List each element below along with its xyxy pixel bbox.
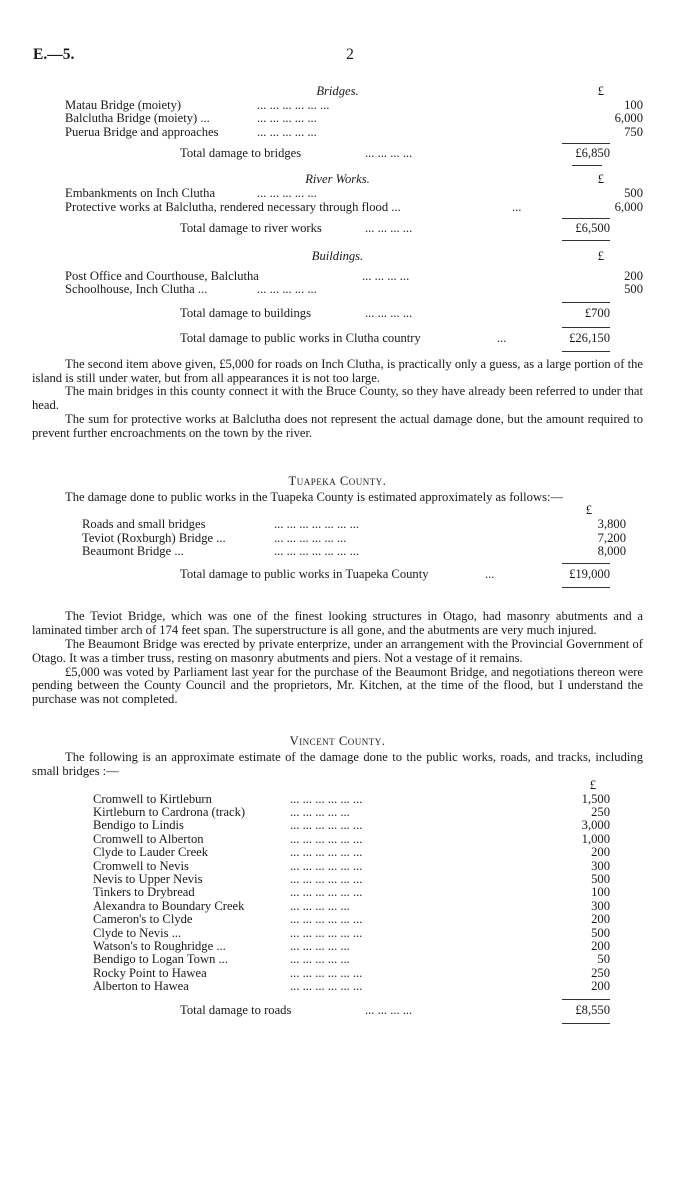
row-leader: ... ... ... ... ... — [290, 898, 350, 913]
total-row — [65, 147, 610, 163]
total-label: Total damage to roads — [180, 1002, 292, 1017]
tuapeka-notes — [32, 610, 643, 707]
paragraph: The second item above given, £5,000 for roads on Inch Clutha, is practically only a guess, as a large portion of the island is still under water, but from all appearances it is not too large. — [32, 356, 643, 385]
row-amount: 300 — [591, 898, 610, 913]
total-label: Total damage to bridges — [180, 146, 302, 161]
row-label: Nevis to Upper Nevis — [93, 872, 203, 886]
total-amount: £700 — [584, 305, 610, 320]
row-amount: 100 — [624, 98, 643, 112]
grand-total-label: Total damage to public works in Clutha country — [180, 330, 421, 345]
row-label: Cameron's to Clyde — [93, 912, 193, 927]
paragraph: The Teviot Bridge, which was one of the finest looking structures in Otago, had masonry abutments and a laminated timber arch of 174 feet span. The superstructure is all gone, and the abutments are very much injured. — [32, 609, 643, 638]
row-amount: 6,000 — [614, 111, 643, 126]
table-row — [65, 927, 610, 940]
table-row — [49, 544, 626, 559]
row-label: Roads and small bridges — [82, 517, 206, 532]
row-leader: ... ... ... ... ... ... — [290, 872, 363, 886]
row-label: Teviot (Roxburgh) Bridge ... — [82, 530, 226, 545]
row-label: Cromwell to Kirtleburn — [93, 791, 212, 806]
table-row — [65, 913, 610, 926]
row-label: Beaumont Bridge ... — [82, 544, 184, 559]
row-leader: ... ... ... ... ... ... — [290, 912, 363, 927]
row-leader: ... ... ... ... ... — [257, 282, 317, 297]
total-amount: £19,000 — [569, 567, 610, 582]
row-label: Protective works at Balclutha, rendered necessary through flood ... — [65, 199, 401, 214]
row-leader: ... ... ... ... ... ... — [290, 831, 363, 846]
row-leader: ... ... ... ... — [365, 1002, 413, 1017]
table-row — [65, 846, 610, 859]
buildings-section — [65, 248, 643, 358]
table-row — [32, 98, 643, 112]
row-amount: 500 — [591, 925, 610, 940]
table-row — [65, 900, 610, 913]
row-leader: ... ... ... ... ... ... ... — [274, 517, 360, 532]
table-row — [65, 940, 610, 953]
row-amount: 6,000 — [614, 199, 643, 214]
section-title-bridges: Bridges. — [316, 84, 359, 98]
currency-symbol: £ — [597, 84, 604, 98]
table-row — [32, 111, 643, 126]
section-title-river-works: River Works. — [305, 172, 370, 187]
page-number: 2 — [346, 46, 354, 63]
row-leader: ... ... ... ... ... — [290, 805, 350, 820]
row-leader: ... ... ... ... ... — [290, 938, 350, 953]
total-row — [65, 307, 610, 323]
table-row — [65, 860, 610, 873]
row-amount: 8,000 — [597, 544, 626, 559]
row-label: Watson's to Roughridge ... — [93, 938, 226, 953]
total-label: Total damage to public works in Tuapeka County — [180, 567, 429, 582]
section-title-vincent: Vincent County. — [289, 734, 386, 749]
table-row — [65, 953, 610, 966]
row-amount: 200 — [591, 845, 610, 860]
table-row — [65, 793, 610, 806]
row-label: Cromwell to Nevis — [93, 858, 189, 873]
row-label: Puerua Bridge and approaches — [65, 124, 219, 139]
table-row — [49, 517, 626, 532]
row-amount: 1,000 — [581, 831, 610, 846]
row-amount: 500 — [624, 282, 643, 297]
total-row — [65, 568, 610, 584]
row-label: Kirtleburn to Cardrona (track) — [93, 805, 246, 820]
total-amount: £6,850 — [575, 146, 610, 161]
table-row — [65, 806, 610, 819]
table-row — [32, 124, 643, 139]
total-row — [65, 1004, 610, 1020]
row-leader: ... ... ... ... — [365, 305, 413, 320]
row-label: Alberton to Hawea — [93, 979, 189, 994]
row-amount: 1,500 — [581, 791, 610, 806]
page-header — [0, 48, 700, 70]
row-amount: 200 — [591, 912, 610, 927]
row-amount: 200 — [624, 268, 643, 283]
paragraph: £5,000 was voted by Parliament last year for the purchase of the Beaumont Bridge, and negotiations thereon were pending between the County Council and the proprietors, Mr. Kitchen, at the time of the flood, but I understand the purchase was not completed. — [32, 664, 643, 707]
table-row — [65, 873, 610, 886]
section-title-tuapeka: Tuapeka County. — [288, 473, 387, 488]
row-label: Balclutha Bridge (moiety) ... — [65, 111, 210, 126]
table-row — [32, 186, 643, 201]
table-row — [32, 199, 643, 214]
paragraph: The sum for protective works at Balclutha does not represent the actual damage done, but the amount required to prevent further encroachments on the town by the river. — [32, 411, 643, 440]
row-label: Tinkers to Drybread — [93, 885, 195, 900]
table-row — [32, 268, 643, 283]
total-amount: £8,550 — [575, 1002, 610, 1017]
bridges-section — [65, 84, 643, 173]
row-label: Clyde to Nevis ... — [93, 925, 182, 940]
row-leader: ... ... ... ... — [365, 146, 413, 161]
row-leader: ... — [497, 330, 507, 345]
row-leader: ... ... ... ... ... — [257, 111, 317, 126]
currency-symbol: £ — [597, 248, 604, 263]
tuapeka-section — [65, 473, 626, 611]
row-amount: 300 — [591, 858, 610, 873]
total-amount: £6,500 — [575, 220, 610, 235]
row-amount: 100 — [591, 885, 610, 900]
row-label: Matau Bridge (moiety) — [65, 98, 182, 112]
row-leader: ... ... ... ... ... ... — [290, 858, 363, 873]
row-leader: ... ... ... ... ... — [257, 186, 317, 201]
document-code: E.—5. — [33, 46, 75, 63]
row-label: Rocky Point to Hawea — [93, 965, 207, 980]
row-label: Post Office and Courthouse, Balclutha — [65, 268, 259, 283]
vincent-section — [32, 734, 643, 1027]
paragraph: The main bridges in this county connect it with the Bruce County, so they have already been referred to under that head. — [32, 384, 643, 413]
row-leader: ... ... ... ... ... ... — [290, 818, 363, 833]
river-works-section — [65, 172, 643, 250]
section-intro: The following is an approximate estimate of the damage done to the public works, roads, and tracks, including small bridges :— — [32, 750, 643, 778]
row-leader: ... ... ... ... ... ... — [290, 979, 363, 994]
row-label: Schoolhouse, Inch Clutha ... — [65, 282, 208, 297]
table-row — [65, 967, 610, 980]
row-amount: 250 — [591, 965, 610, 980]
row-leader: ... ... ... ... ... ... — [274, 530, 347, 545]
row-leader: ... ... ... ... ... ... — [290, 885, 363, 900]
section-title-buildings: Buildings. — [311, 248, 364, 263]
row-amount: 250 — [591, 805, 610, 820]
row-label: Bendigo to Lindis — [93, 818, 184, 833]
row-amount: 750 — [624, 124, 643, 139]
row-leader: ... ... ... ... ... — [257, 124, 317, 139]
row-leader: ... ... ... ... ... ... — [290, 965, 363, 980]
table-row — [65, 833, 610, 846]
row-leader: ... ... ... ... ... ... — [257, 98, 330, 112]
total-row — [65, 222, 610, 238]
row-leader: ... ... ... ... ... ... ... — [274, 544, 360, 559]
row-leader: ... ... ... ... ... ... — [290, 845, 363, 860]
table-row — [65, 819, 610, 832]
row-amount: 200 — [591, 938, 610, 953]
currency-symbol: £ — [585, 503, 592, 518]
row-amount: 500 — [591, 872, 610, 886]
table-row — [32, 282, 643, 297]
total-label: Total damage to river works — [180, 220, 322, 235]
section-intro: The damage done to public works in the Tuapeka County is estimated approximately as follows:— — [65, 489, 564, 504]
clutha-notes — [32, 358, 643, 441]
row-label: Cromwell to Alberton — [93, 831, 204, 846]
table-row — [65, 980, 610, 993]
currency-symbol: £ — [589, 777, 596, 792]
row-leader: ... ... ... ... ... ... — [290, 791, 363, 806]
table-row — [49, 530, 626, 545]
row-amount: 200 — [591, 979, 610, 994]
row-leader: ... ... ... ... — [365, 220, 413, 235]
total-label: Total damage to buildings — [180, 305, 311, 320]
grand-total-amount: £26,150 — [569, 330, 610, 345]
row-leader: ... ... ... ... ... ... — [290, 925, 363, 940]
row-amount: 7,200 — [597, 530, 626, 545]
row-label: Clyde to Lauder Creek — [93, 845, 209, 860]
row-amount: 500 — [624, 186, 643, 201]
page-body — [32, 84, 643, 1028]
row-amount: 3,000 — [581, 818, 610, 833]
row-amount: 3,800 — [597, 517, 626, 532]
paragraph: The Beaumont Bridge was erected by private enterprize, under an arrangement with the Provincial Government of Otago. It was a timber truss, resting on masonry abutments and piers. Not a vestage of it remains. — [32, 637, 643, 665]
grand-total-row — [65, 332, 610, 348]
row-leader: ... ... ... ... ... — [290, 952, 350, 967]
row-leader: ... ... ... ... — [362, 268, 410, 283]
row-label: Bendigo to Logan Town ... — [93, 952, 228, 967]
row-leader: ... — [485, 567, 495, 582]
row-label: Alexandra to Boundary Creek — [93, 898, 245, 913]
currency-symbol: £ — [597, 172, 604, 187]
table-row — [65, 886, 610, 899]
row-amount: 50 — [597, 952, 610, 967]
row-label: Embankments on Inch Clutha — [65, 186, 216, 201]
row-leader: ... — [512, 199, 522, 214]
